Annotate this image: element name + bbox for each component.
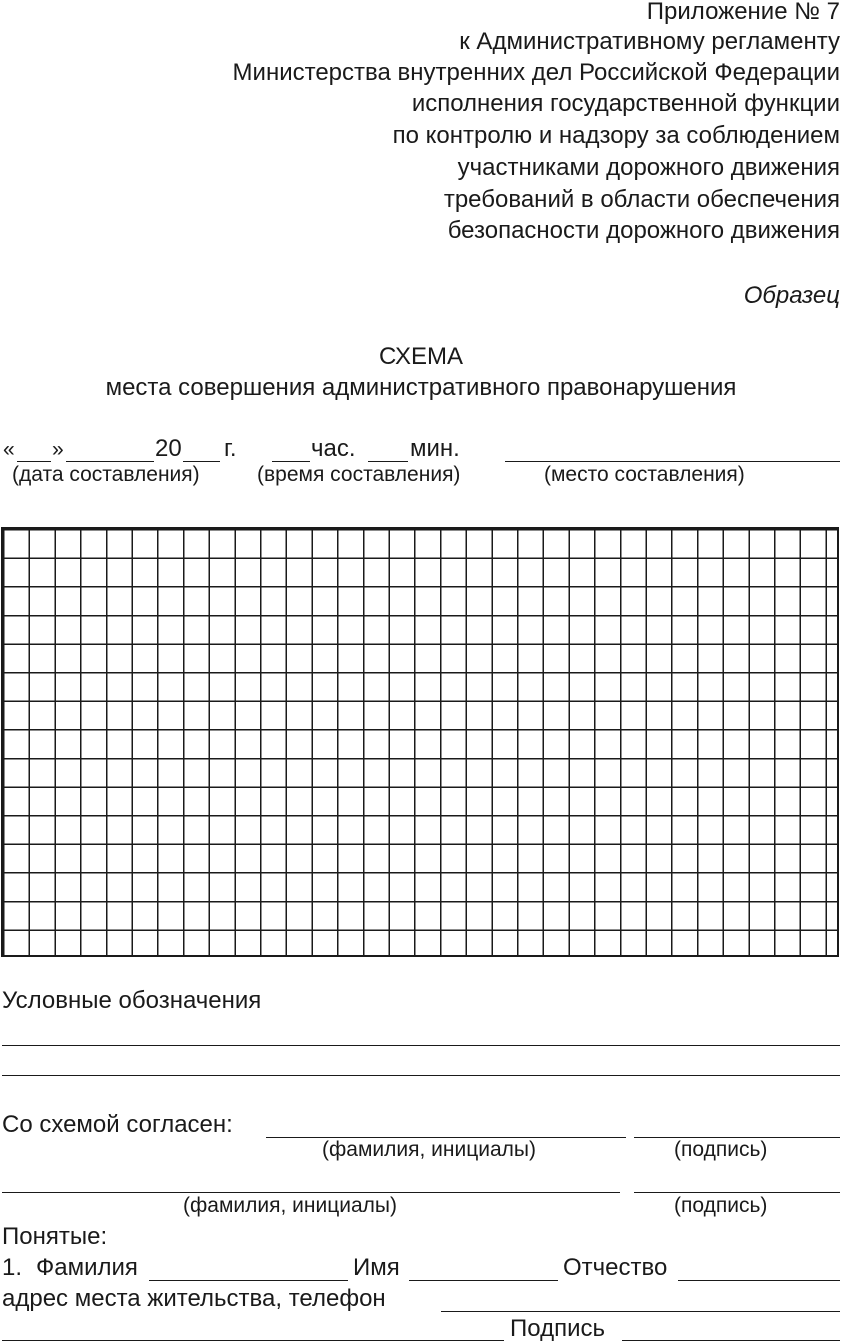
quote-close: »	[52, 438, 64, 461]
minutes-field[interactable]	[368, 461, 408, 462]
address-field[interactable]	[441, 1311, 840, 1312]
header-line-8: безопасности дорожного движения	[447, 217, 840, 244]
legend-line-1[interactable]	[2, 1045, 840, 1046]
hours-label: час.	[311, 435, 356, 462]
agreement-name-caption: (фамилия, инициалы)	[322, 1138, 536, 1161]
minutes-label: мин.	[410, 435, 460, 462]
patronymic-field[interactable]	[678, 1280, 840, 1281]
time-caption: (время составления)	[257, 463, 461, 486]
name-label: Имя	[353, 1254, 400, 1281]
quote-open: «	[3, 438, 15, 461]
legend-label: Условные обозначения	[2, 987, 262, 1014]
witness-number: 1.	[2, 1254, 23, 1281]
signature-label: Подпись	[510, 1315, 605, 1342]
year-field[interactable]	[183, 461, 220, 462]
second-signature-field[interactable]	[634, 1192, 840, 1193]
header-line-2: к Административному регламенту	[459, 28, 840, 55]
year-prefix: 20	[155, 435, 182, 462]
header-line-5: по контролю и надзору за соблюдением	[392, 122, 840, 149]
year-suffix: г.	[224, 435, 237, 462]
name-field[interactable]	[409, 1280, 558, 1281]
agreement-signature-caption: (подпись)	[674, 1138, 768, 1161]
header-line-1: Приложение № 7	[646, 0, 840, 25]
address-label: адрес места жительства, телефон	[2, 1285, 386, 1312]
scheme-drawing-grid[interactable]	[1, 527, 839, 957]
witnesses-label: Понятые:	[2, 1223, 108, 1250]
place-field[interactable]	[505, 461, 840, 462]
header-line-3: Министерства внутренних дел Российской Федерации	[232, 59, 840, 86]
second-signature-caption: (подпись)	[674, 1194, 768, 1217]
sample-label: Образец	[743, 282, 840, 309]
header-line-7: требований в области обеспечения	[443, 186, 840, 213]
hours-field[interactable]	[272, 461, 310, 462]
second-name-field[interactable]	[2, 1192, 620, 1193]
month-field[interactable]	[66, 461, 154, 462]
legend-line-2[interactable]	[2, 1075, 840, 1076]
document-title: СХЕМА	[379, 343, 463, 370]
witness-extra-field[interactable]	[2, 1340, 504, 1341]
document-subtitle: места совершения административного правонарушения	[105, 374, 737, 401]
header-line-4: исполнения государственной функции	[411, 90, 840, 117]
surname-label: Фамилия	[36, 1254, 138, 1281]
agreement-label: Со схемой согласен:	[2, 1111, 233, 1138]
surname-field[interactable]	[149, 1280, 348, 1281]
header-line-6: участниками дорожного движения	[457, 154, 840, 181]
witness-signature-field[interactable]	[622, 1340, 840, 1341]
date-caption: (дата составления)	[12, 463, 200, 486]
place-caption: (место составления)	[544, 463, 745, 486]
patronymic-label: Отчество	[563, 1254, 668, 1281]
day-field[interactable]	[17, 461, 51, 462]
second-name-caption: (фамилия, инициалы)	[183, 1194, 397, 1217]
